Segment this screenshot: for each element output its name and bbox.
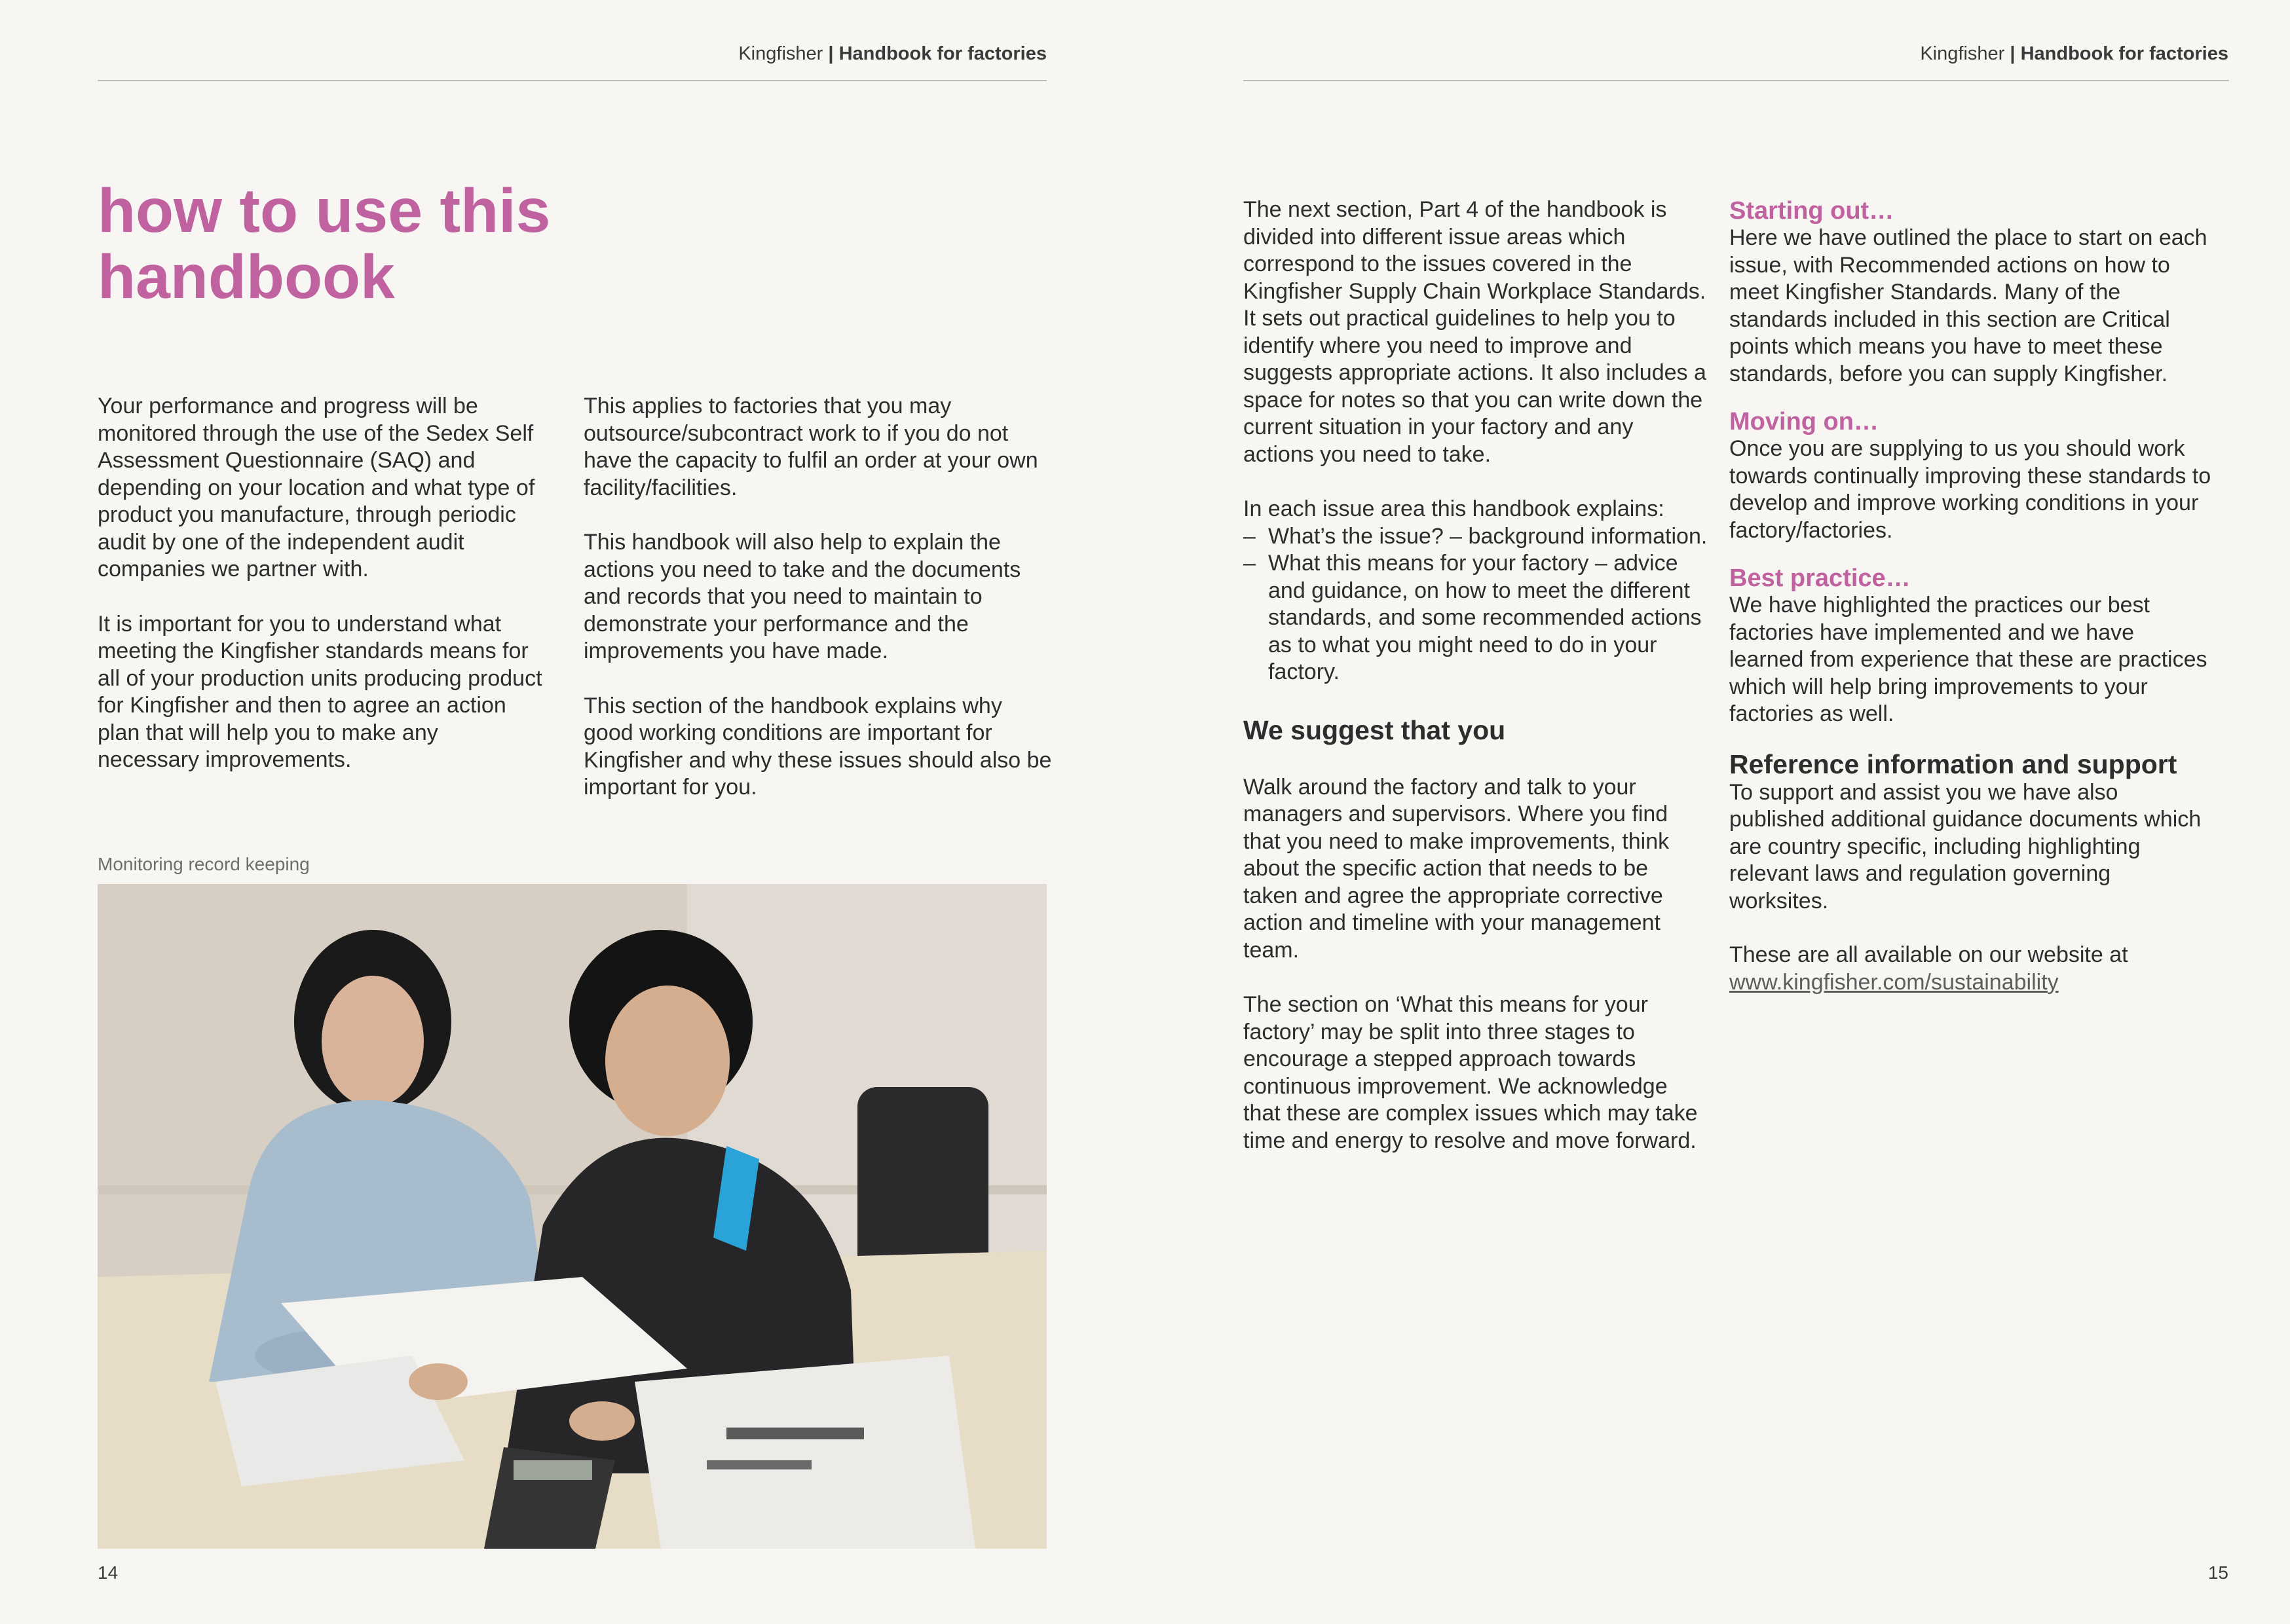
heading-reference: Reference information and support: [1729, 748, 2177, 779]
text-starting-out: Here we have outlined the place to start on each issue, with Recommended actions on how to meet Kingfisher Standards. Many of the standards included in this section are Critical points which means you have to meet these standards, before you can supply Kingfisher.: [1729, 225, 2207, 386]
right-page: [1145, 0, 2290, 1624]
section-best-practice: [1729, 565, 2214, 728]
title-line-1: how to use this: [98, 176, 551, 246]
website-link[interactable]: www.kingfisher.com/sustainability: [1729, 969, 2059, 995]
header-doc-title: Handbook for factories: [838, 43, 1047, 64]
header-rule-right: [1243, 80, 2229, 81]
issue-area-list: [1243, 523, 1708, 686]
section-moving-on: [1729, 409, 2214, 544]
page-title: [98, 178, 818, 310]
running-header-right: [1920, 43, 2228, 65]
right-column-1: [1243, 196, 1708, 1182]
paragraph: This section of the handbook explains why good working conditions are important for Kingfisher and why these issues should also be important for you.: [584, 693, 1052, 800]
text-best-practice: We have highlighted the practices our best factories have implemented and we have learned from experience that these are practices which will help bring improvements to your factories as well.: [1729, 593, 2207, 726]
header-doc-title: Handbook for factories: [2020, 43, 2228, 64]
running-header-left: [738, 43, 1047, 65]
heading-best-practice: Best practice…: [1729, 564, 1911, 592]
subheading-we-suggest: We suggest that you: [1243, 714, 1506, 745]
photo-caption: Monitoring record keeping: [98, 854, 310, 874]
section-starting-out: [1729, 198, 2214, 388]
paragraph: The section on ‘What this means for your factory’ may be split into three stages to encourage a stepped approach towards continuous improvement. We acknowledge that these are complex issues which may take time and energy to resolve and move forward.: [1243, 992, 1698, 1153]
paragraph: This handbook will also help to explain the actions you need to take and the documents and records that you need to maintain to demonstrate your performance and the improvements you have made.: [584, 530, 1021, 663]
photo-monitoring-record-keeping: [98, 884, 1047, 1549]
text-reference: To support and assist you we have also published additional guidance documents which are country specific, including highlighting relevant laws and regulation governing worksites.: [1729, 779, 2202, 913]
heading-moving-on: Moving on…: [1729, 408, 1879, 435]
title-line-2: handbook: [98, 242, 395, 312]
header-separator: |: [828, 43, 834, 64]
list-item: – What this means for your factory – advice and guidance, on how to meet the different standards, and some recommended actions as to what you might need to do in your factory.: [1243, 550, 1708, 686]
intro-paragraph: The next section, Part 4 of the handbook is divided into different issue areas which correspond to the issues covered in the Kingfisher Supply Chain Workplace Standards. It sets out practical guidelines to help you to identify where you need to improve and suggests appropriate actions. It also includes a space for notes so that you can write down the current situation in your factory and any actions you need to take.: [1243, 197, 1706, 467]
section-reference: [1729, 749, 2214, 997]
header-separator: |: [2010, 43, 2016, 64]
left-column-1: [98, 393, 543, 802]
left-column-2: [584, 393, 1055, 829]
list-intro: In each issue area this handbook explains:: [1243, 496, 1664, 521]
paragraph: Walk around the factory and talk to your managers and supervisors. Where you find that you need to make improvements, think about the specific action that needs to be taken and agree the appropriate corrective action and timeline with your management team.: [1243, 774, 1670, 963]
header-brand: Kingfisher: [738, 43, 823, 64]
header-brand: Kingfisher: [1920, 43, 2005, 64]
list-item: – What’s the issue? – background information.: [1243, 523, 1708, 551]
right-column-2: [1729, 198, 2214, 1017]
paragraph: Your performance and progress will be monitored through the use of the Sedex Self Assessment Questionnaire (SAQ) and depending on your location and what type of product you manufacture, through periodic audit by one of the independent audit companies we partner with.: [98, 394, 535, 581]
heading-starting-out: Starting out…: [1729, 197, 1894, 225]
page-number-left: 14: [98, 1562, 119, 1583]
text-website: These are all available on our website at: [1729, 942, 2128, 967]
header-rule-left: [98, 80, 1047, 81]
text-moving-on: Once you are supplying to us you should work towards continually improving these standards to develop and improve working conditions in your factory/factories.: [1729, 436, 2211, 543]
paragraph: This applies to factories that you may outsource/subcontract work to if you do not have the capacity to fulfil an order at your own facility/facilities.: [584, 394, 1038, 500]
paragraph: It is important for you to understand what meeting the Kingfisher standards means for all of your production units producing product for Kingfisher and then to agree an action plan that will help you to make any necessary improvements.: [98, 611, 542, 772]
photo-illustration: [98, 884, 1047, 1549]
page-number-right: 15: [2207, 1562, 2228, 1583]
